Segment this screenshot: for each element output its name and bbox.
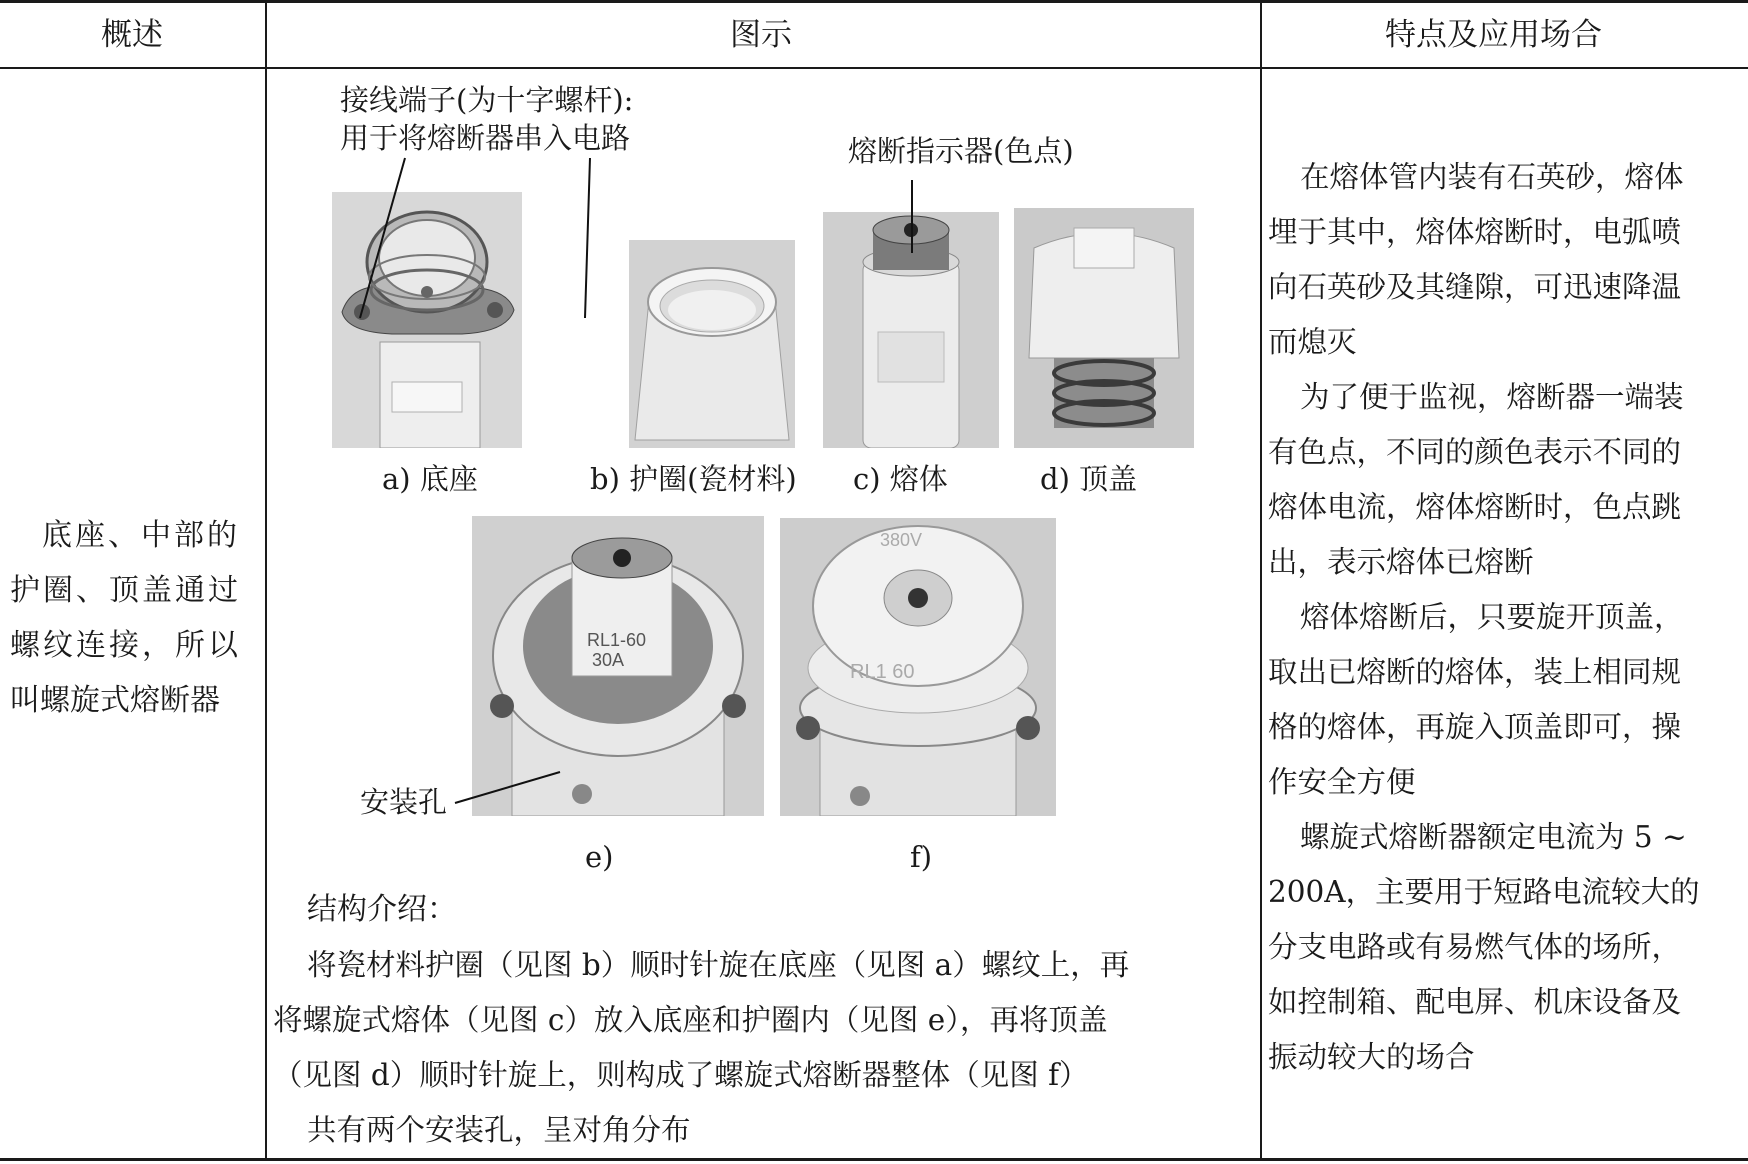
cap-print-voltage: 380V	[880, 530, 923, 550]
mount-hole-annotation: 安装孔	[360, 785, 448, 819]
features-line: 为了便于监视，熔断器一端装	[1300, 380, 1684, 414]
features-line: 埋于其中，熔体熔断时，电弧喷	[1268, 215, 1682, 249]
caption-e: e)	[585, 840, 614, 874]
column-divider-1	[265, 0, 267, 1161]
features-paragraph	[1268, 150, 1743, 370]
cartridge-print-model: RL1-60	[587, 630, 647, 650]
assembled-open-illustration	[472, 516, 764, 816]
photo-fuse-cartridge	[823, 212, 999, 448]
structure-note: 共有两个安装孔，呈对角分布	[307, 1113, 691, 1147]
caption-d: d) 顶盖	[1040, 462, 1138, 496]
cap-illustration	[1014, 208, 1194, 448]
features-paragraph	[1268, 370, 1743, 590]
features-line: 向石英砂及其缝隙，可迅速降温	[1268, 270, 1682, 304]
cartridge-print-rating: 30A	[592, 650, 625, 670]
header-figure: 图示	[730, 17, 792, 53]
structure-line: （见图 d）顺时针旋上，则构成了螺旋式熔断器整体（见图 f）	[273, 1058, 1089, 1092]
indicator-annotation: 熔断指示器(色点)	[848, 134, 1074, 168]
header-bottom-rule	[0, 67, 1748, 69]
features-paragraph	[1268, 590, 1743, 810]
structure-description	[273, 938, 1253, 1158]
features-line: 熔体熔断后，只要旋开顶盖，	[1300, 600, 1684, 634]
photo-assembled-complete	[780, 518, 1056, 816]
features-line: 格的熔体，再旋入顶盖即可，操	[1268, 710, 1682, 744]
overview-text	[10, 508, 260, 728]
features-paragraph	[1268, 810, 1743, 1085]
features-line: 分支电路或有易燃气体的场所，	[1268, 930, 1682, 964]
features-line: 200A，主要用于短路电流较大的	[1268, 875, 1700, 909]
caption-a: a) 底座	[382, 462, 478, 496]
features-line: 而熄灭	[1268, 325, 1357, 359]
assembled-complete-illustration	[780, 518, 1056, 816]
photo-assembled-open	[472, 516, 764, 816]
features-line: 如控制箱、配电屏、机床设备及	[1268, 985, 1682, 1019]
features-line: 振动较大的场合	[1268, 1040, 1475, 1074]
caption-c: c) 熔体	[853, 462, 948, 496]
features-line: 作安全方便	[1268, 765, 1416, 799]
ring-illustration	[629, 240, 795, 448]
table-top-border	[0, 0, 1748, 3]
terminal-annotation-line2: 用于将熔断器串入电路	[340, 121, 631, 155]
features-text	[1268, 150, 1743, 1085]
leader-terminal-right	[585, 158, 590, 318]
features-line: 熔体电流，熔体熔断时，色点跳	[1268, 490, 1682, 524]
features-line: 螺旋式熔断器额定电流为 5 ~	[1300, 820, 1687, 854]
photo-top-cap	[1014, 208, 1194, 448]
header-features: 特点及应用场合	[1385, 17, 1602, 53]
structure-line: 将瓷材料护圈（见图 b）顺时针旋在底座（见图 a）螺纹上，再	[307, 948, 1130, 982]
caption-f: f)	[910, 840, 933, 874]
overview-line: 叫螺旋式熔断器	[10, 683, 220, 718]
structure-title: 结构介绍：	[307, 892, 457, 927]
overview-line: 螺纹连接，所以	[10, 628, 241, 663]
table-bottom-border	[0, 1158, 1748, 1161]
cartridge-illustration	[823, 212, 999, 448]
overview-line: 底座、中部的	[42, 518, 240, 553]
terminal-annotation-line1: 接线端子(为十字螺杆):	[340, 83, 634, 117]
features-line: 取出已熔断的熔体，装上相同规	[1268, 655, 1682, 689]
features-line: 有色点，不同的颜色表示不同的	[1268, 435, 1682, 469]
base-fuse-illustration	[332, 192, 522, 448]
cap-print-model: RL1 60	[850, 661, 915, 683]
photo-protective-ring	[629, 240, 795, 448]
caption-b: b) 护圈(瓷材料)	[590, 462, 797, 496]
features-line: 出，表示熔体已熔断	[1268, 545, 1534, 579]
header-overview: 概述	[101, 17, 163, 53]
column-divider-2	[1260, 0, 1262, 1161]
overview-line: 护圈、顶盖通过	[10, 573, 241, 608]
features-line: 在熔体管内装有石英砂，熔体	[1300, 160, 1684, 194]
photo-base	[332, 192, 522, 448]
structure-line: 将螺旋式熔体（见图 c）放入底座和护圈内（见图 e），再将顶盖	[273, 1003, 1108, 1037]
